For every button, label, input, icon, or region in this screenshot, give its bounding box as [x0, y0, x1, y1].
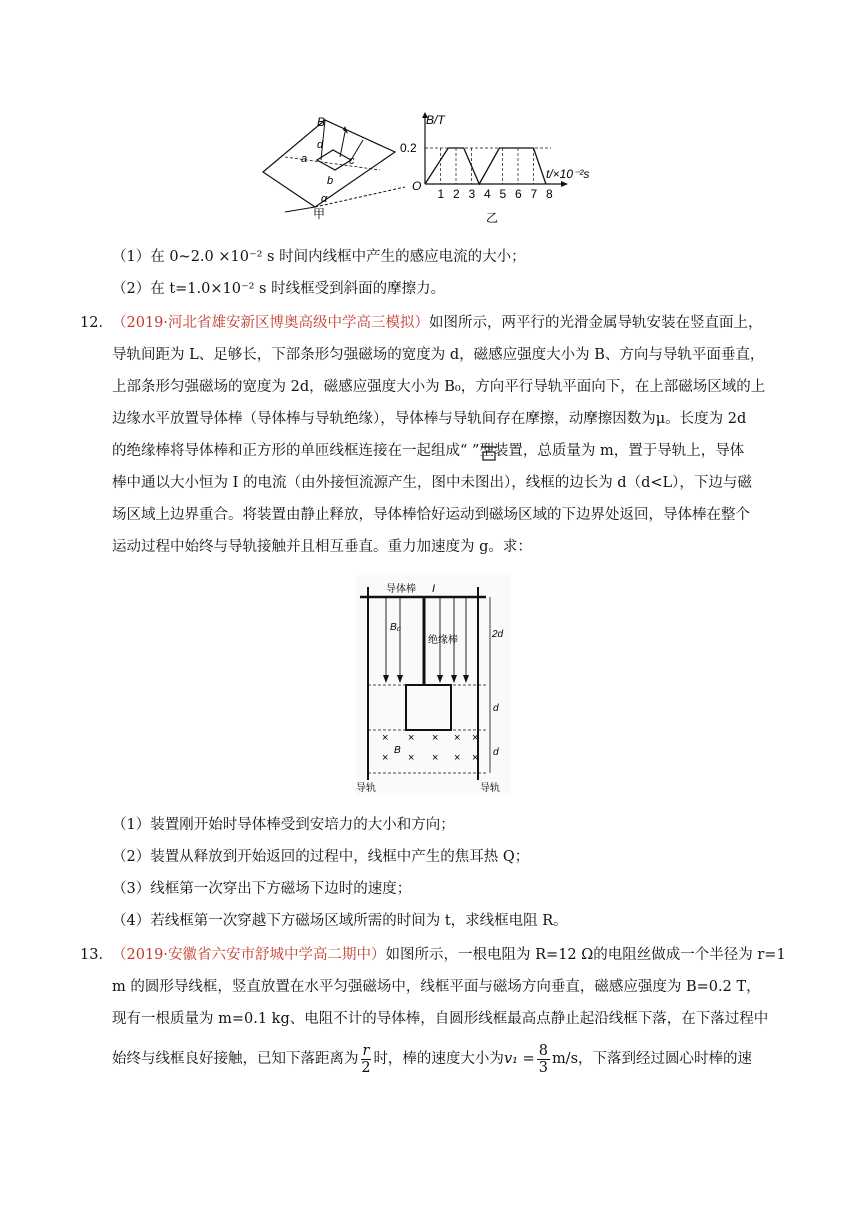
q12-line-1: 导轨间距为 L、足够长，下部条形匀强磁场的宽度为 d，磁感应强度大小为 B、方向与导轨平面垂直，	[112, 347, 765, 363]
fraction-r-over-2	[361, 1043, 372, 1076]
q12-fig-d1: d	[493, 703, 499, 714]
field-cross-mark: ×	[408, 752, 415, 764]
jia-label-B: B	[317, 115, 326, 129]
q13-v1: v₁ =	[503, 1051, 535, 1067]
figure-yi-graph	[398, 112, 618, 230]
q13-number: 13．	[80, 947, 113, 963]
q12-line-2: 上部条形匀强磁场的宽度为 2d，磁感应强度大小为 B₀，方向平行导轨平面向下，在上部磁场区域的上	[112, 379, 766, 395]
fraction-8-over-3	[537, 1043, 550, 1076]
field-cross-mark: ×	[454, 752, 461, 764]
q12-part-1: （1）装置刚开始时导体棒受到安培力的大小和方向；	[112, 817, 455, 833]
yi-ylabel: B/T	[426, 113, 445, 127]
q12-line-7: 运动过程中始终与导轨接触并且相互垂直。重力加速度为 g。求：	[112, 539, 532, 555]
field-cross-mark: ×	[382, 732, 389, 744]
q12-fig-rail-left: 导轨	[356, 783, 376, 794]
field-cross-mark: ×	[432, 732, 439, 744]
yi-origin: O	[412, 179, 422, 193]
q13-last-b: 时，棒的速度大小为	[373, 1051, 504, 1067]
q12-fig-d2: d	[493, 747, 499, 758]
q13-line-0	[112, 945, 786, 965]
q13-line-2: 现有一根质量为 m=0.1 kg、电阻不计的导体棒，自圆形线框最高点静止起沿线框下落，在下落过程中	[112, 1011, 769, 1027]
field-cross-mark: ×	[472, 752, 479, 764]
q12-figure	[356, 575, 511, 795]
yi-x-tick: 8	[546, 187, 553, 201]
yi-xlabel: t/×10⁻²s	[546, 167, 590, 181]
yi-caption: 乙	[486, 211, 499, 225]
field-cross-mark: ×	[454, 732, 461, 744]
q12-part-3: （3）线框第一次穿出下方磁场下边时的速度；	[112, 881, 412, 897]
yi-x-tick: 5	[499, 187, 507, 201]
q11-part-1: （1）在 0~2.0 ×10⁻² s 时间内线框中产生的感应电流的大小；	[112, 249, 526, 265]
field-cross-mark: ×	[432, 752, 439, 764]
q13-source: （2019·安徽省六安市舒城中学高二期中）	[112, 947, 386, 963]
jia-label-a: a	[301, 153, 308, 165]
q12-source: （2019·河北省雄安新区博奥高级中学高三模拟）	[112, 315, 430, 331]
q12-text-0: 如图所示，两平行的光滑金属导轨安装在竖直面上，	[429, 315, 763, 331]
jia-label-d: d	[317, 139, 324, 151]
yi-x-tick: 4	[484, 187, 491, 201]
jia-caption: 甲	[313, 207, 326, 221]
q13-last-c: ，下落到经过圆心时棒的速	[578, 1051, 753, 1067]
jia-label-c: c	[349, 155, 355, 167]
jia-label-alpha: α	[321, 193, 328, 205]
q12-number: 12．	[80, 315, 113, 331]
q12-line-6: 场区域上边界重合。将装置由静止释放，导体棒恰好运动到磁场区域的下边界处返回，导体棒在整个	[112, 507, 750, 523]
q13-last-a: 始终与线框良好接触，已知下落距离为	[112, 1051, 359, 1067]
q13-line-3	[112, 1039, 752, 1079]
yi-y-tick: 0.2	[400, 141, 417, 155]
field-cross-mark: ×	[408, 732, 415, 744]
q12-fig-current: I	[432, 583, 436, 595]
q12-part-4: （4）若线框第一次穿越下方磁场区域所需的时间为 t，求线框电阻 R。	[112, 913, 568, 929]
q12-fig-conductor: 导体棒	[386, 584, 416, 595]
frac1-den: 2	[361, 1059, 371, 1076]
frac1-num: r	[362, 1042, 370, 1059]
q12-fig-insulator: 绝缘棒	[428, 635, 458, 646]
field-cross-mark: ×	[472, 732, 479, 744]
q13-text-0: 如图所示，一根电阻为 R=12 Ω的电阻丝做成一个半径为 r=1	[385, 947, 786, 963]
q12-fig-B0: B₀	[390, 622, 401, 633]
jia-label-b: b	[327, 175, 334, 187]
yi-x-tick: 1	[437, 187, 445, 201]
q12-line-4: 的绝缘棒将导体棒和正方形的单匝线框连接在一起组成“ ”型装置，总质量为 m，置于导轨上，导体	[112, 443, 745, 459]
q13-unit: m/s	[551, 1051, 579, 1067]
figure-jia	[255, 112, 405, 222]
q12-line-3: 边缘水平放置导体棒（导体棒与导轨绝缘），导体棒与导轨间存在摩擦，动摩擦因数为μ。长度为 2d	[112, 411, 747, 427]
q12-line-0	[112, 313, 763, 333]
yi-x-tick: 3	[468, 187, 476, 201]
device-shape-icon	[480, 445, 498, 461]
yi-x-tick: 7	[530, 187, 538, 201]
q12-fig-2d: 2d	[492, 629, 504, 640]
yi-x-tick: 2	[453, 187, 460, 201]
field-cross-mark: ×	[382, 752, 389, 764]
q13-line-1: m 的圆形导线框，竖直放置在水平匀强磁场中，线框平面与磁场方向垂直，磁感应强度为 B=0.2 T，	[112, 979, 761, 995]
q12-fig-B: B	[394, 745, 401, 756]
q12-fig-rail-right: 导轨	[480, 783, 500, 794]
q12-part-2: （2）装置从释放到开始返回的过程中，线框中产生的焦耳热 Q；	[112, 849, 530, 865]
frac2-num: 8	[538, 1042, 548, 1059]
yi-x-tick: 6	[515, 187, 522, 201]
q12-line-5: 棒中通以大小恒为 I 的电流（由外接恒流源产生，图中未图出），线框的边长为 d（d<L），下边与磁	[112, 475, 752, 491]
frac2-den: 3	[538, 1059, 548, 1076]
q11-part-2: （2）在 t=1.0×10⁻² s 时线框受到斜面的摩擦力。	[112, 281, 446, 297]
